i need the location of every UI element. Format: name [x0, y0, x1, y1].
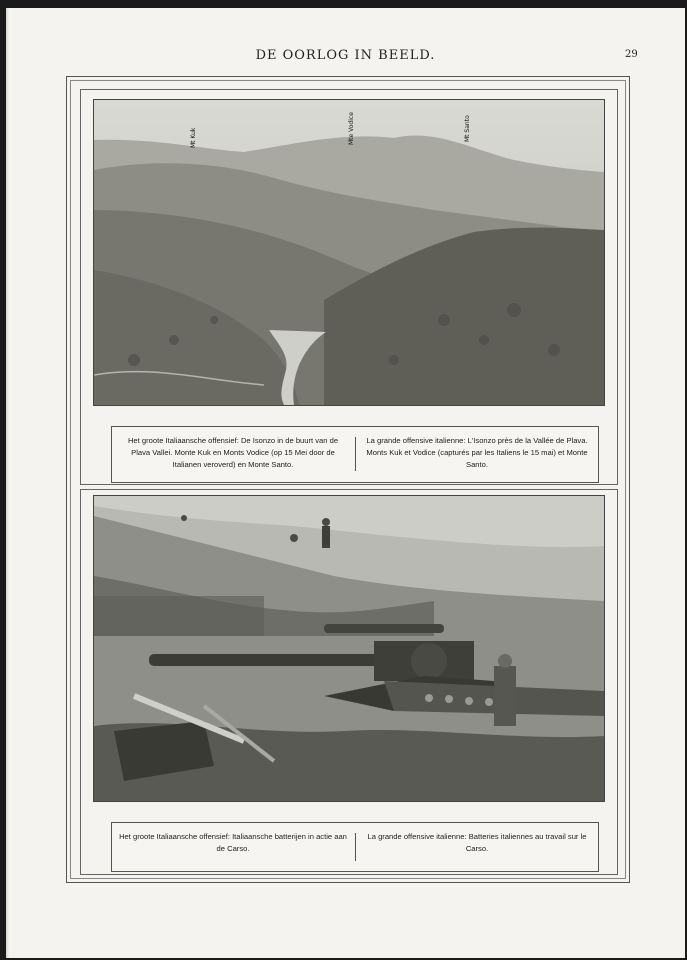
caption-divider — [355, 437, 356, 471]
label-monte-santo: Mt Santo — [464, 115, 471, 142]
top-caption-dutch: Het groote Italiaansche offensief: De Isonzo in de buurt van de Plava Vallei. Monte Kuk en Monts Vodice (op 15 Mei door de Italianen veroverd) en Monte Santo. — [127, 436, 339, 469]
artillery-scene-illustration — [94, 496, 604, 801]
label-monte-vodice: Mte Vodice — [348, 112, 355, 145]
valley-landscape-illustration — [94, 100, 604, 405]
bottom-caption-dutch: Het groote Italiaansche offensief: Italiaansche batterijen in actie aan de Carso. — [119, 832, 347, 853]
page-number: 29 — [625, 49, 638, 60]
bottom-caption-box — [111, 822, 599, 872]
page-header-title: DE OORLOG IN BEELD. — [255, 48, 436, 63]
label-monte-kuk: Mt Kuk — [190, 127, 197, 148]
caption-divider — [355, 833, 356, 861]
carso-battery-photo — [93, 495, 605, 802]
top-caption-box — [111, 426, 599, 483]
page-edge — [6, 8, 9, 958]
bottom-caption-french: La grande offensive italienne: Batteries italiennes au travail sur le Carso. — [367, 832, 587, 853]
top-caption-french: La grande offensive italienne: L'Isonzo près de la Vallée de Plava. Monts Kuk et Vodice (capturés par les Italiens le 15 mai) et Monte Santo. — [366, 436, 588, 469]
isonzo-valley-photo — [93, 99, 605, 406]
